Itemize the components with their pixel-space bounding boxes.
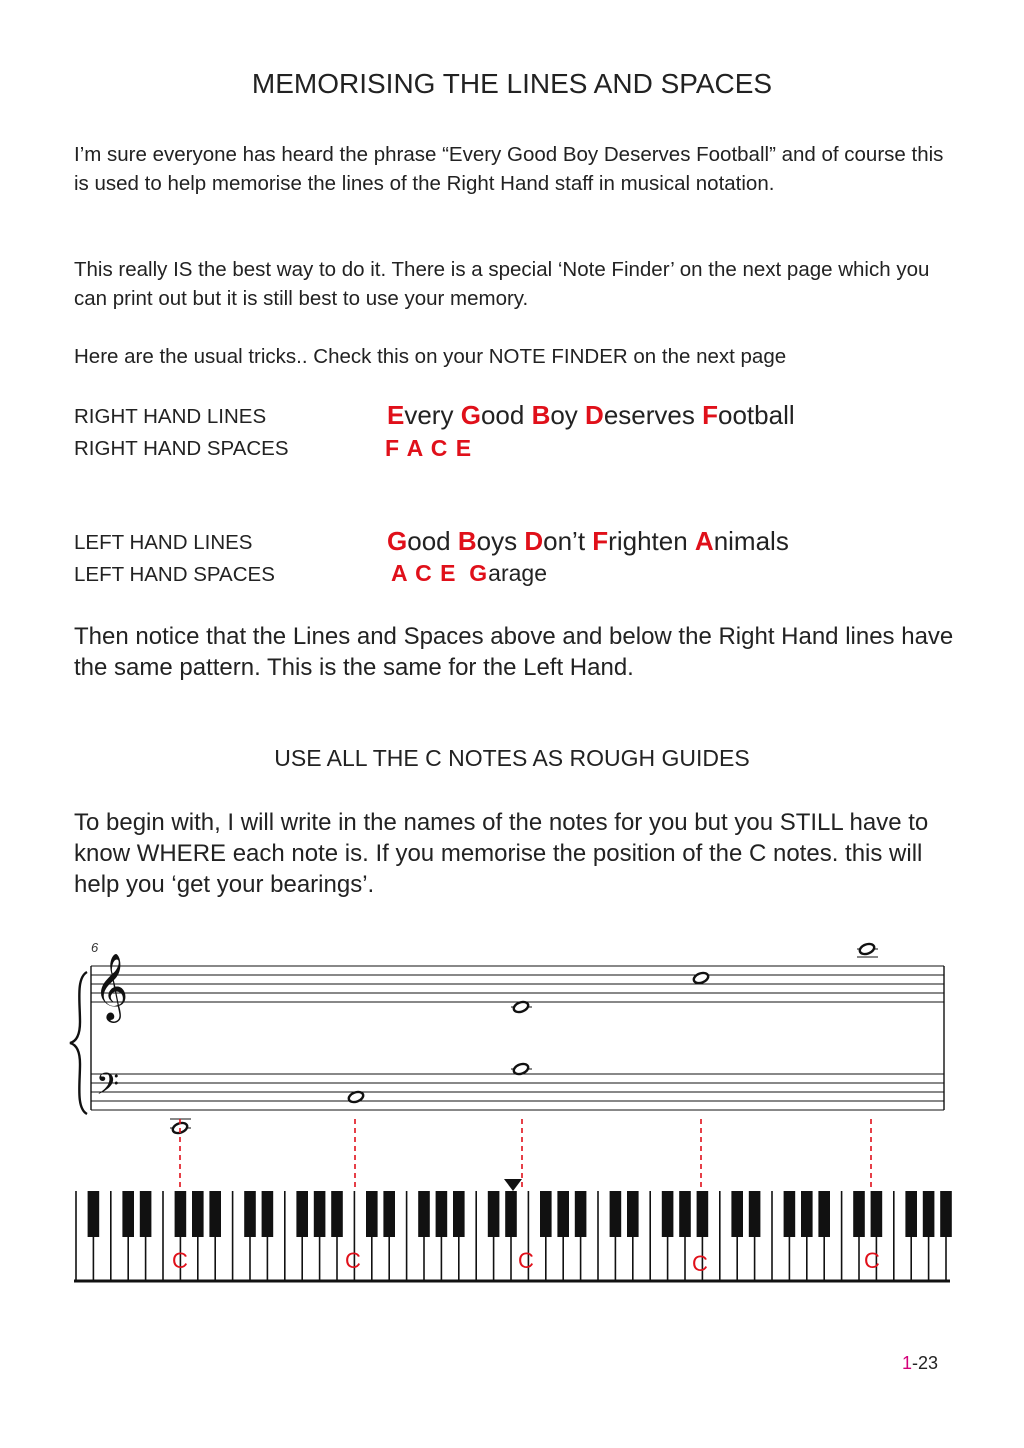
black-key xyxy=(331,1191,343,1237)
pattern-paragraph: Then notice that the Lines and Spaces above and below the Right Hand lines have the same pattern. This is the same for the Left Hand. xyxy=(74,623,954,681)
page-number xyxy=(902,1353,938,1374)
black-key xyxy=(505,1191,517,1237)
tricks-paragraph: Here are the usual tricks.. Check this on your NOTE FINDER on the next page xyxy=(74,345,787,368)
black-key xyxy=(749,1191,761,1237)
c-key-label: C xyxy=(692,1251,708,1276)
rh-word2-initial: G xyxy=(460,400,481,430)
black-key xyxy=(140,1191,152,1237)
black-key xyxy=(940,1191,952,1237)
black-key xyxy=(88,1191,100,1237)
rh-lines-label: RIGHT HAND LINES xyxy=(74,405,267,428)
c-key-label: C xyxy=(518,1248,534,1273)
lh-word3-rest: on’t xyxy=(543,526,586,556)
bass-clef-icon: 𝄢 xyxy=(96,1067,120,1108)
black-key xyxy=(540,1191,552,1237)
black-key xyxy=(296,1191,308,1237)
black-key xyxy=(853,1191,865,1237)
black-key xyxy=(662,1191,674,1237)
lh-lines-label: LEFT HAND LINES xyxy=(74,531,253,554)
black-key xyxy=(923,1191,935,1237)
rh-word1-rest: very xyxy=(404,400,454,430)
rh-word1-initial: E xyxy=(387,400,405,430)
black-key xyxy=(679,1191,691,1237)
lh-spaces-g-initial: G xyxy=(469,560,489,586)
black-key xyxy=(905,1191,917,1237)
rh-word4-initial: D xyxy=(585,400,604,430)
section-subheading: USE ALL THE C NOTES AS ROUGH GUIDES xyxy=(274,745,750,771)
page-title: MEMORISING THE LINES AND SPACES xyxy=(251,68,773,99)
lh-word1-initial: G xyxy=(387,526,408,556)
treble-clef-icon: 𝄞 xyxy=(94,954,129,1019)
c-guide-lines xyxy=(180,1119,871,1187)
black-key xyxy=(418,1191,430,1237)
lh-spaces-label: LEFT HAND SPACES xyxy=(74,563,275,586)
black-key xyxy=(122,1191,134,1237)
c-key-label: C xyxy=(345,1248,361,1273)
rh-word3-initial: B xyxy=(531,400,551,430)
bass-staff xyxy=(91,1074,944,1110)
black-key xyxy=(610,1191,622,1237)
lh-word5-rest: nimals xyxy=(713,526,789,556)
rh-spaces-label: RIGHT HAND SPACES xyxy=(74,437,289,460)
rh-word4-rest: eserves xyxy=(603,400,695,430)
rh-word3-rest: oy xyxy=(550,400,578,430)
treble-staff xyxy=(91,966,944,1002)
rh-spaces-mnemonic: F A C E xyxy=(385,435,473,461)
rh-word2-rest: ood xyxy=(480,400,525,430)
piano-keyboard-diagram xyxy=(60,1115,960,1290)
page-number-part-b: -23 xyxy=(912,1353,939,1373)
black-key xyxy=(175,1191,187,1237)
intro-paragraph: I’m sure everyone has heard the phrase “Every Good Boy Deserves Football” and of course this is used to help memorise the lines of the Right Hand staff in musical notation. xyxy=(74,143,944,195)
lh-word2-initial: B xyxy=(457,526,477,556)
middle-c-pointer-icon xyxy=(504,1179,522,1191)
lh-spaces-mnemonic xyxy=(391,560,547,587)
black-key xyxy=(383,1191,395,1237)
black-keys xyxy=(88,1191,952,1237)
black-key xyxy=(801,1191,813,1237)
page-number-part-a: 1 xyxy=(902,1353,913,1373)
black-key xyxy=(244,1191,256,1237)
note-c-highest xyxy=(857,942,878,957)
black-key xyxy=(697,1191,709,1237)
lh-word2-rest: oys xyxy=(476,526,518,556)
note-finder-paragraph: This really IS the best way to do it. There is a special ‘Note Finder’ on the next page which you can print out but it is still best to use your memory. xyxy=(74,258,930,310)
black-key xyxy=(784,1191,796,1237)
black-key xyxy=(314,1191,326,1237)
lh-lines-mnemonic xyxy=(387,526,789,557)
grand-staff-score xyxy=(60,930,960,1140)
black-key xyxy=(436,1191,448,1237)
c-key-label: C xyxy=(172,1248,188,1273)
black-key xyxy=(627,1191,639,1237)
black-key xyxy=(262,1191,274,1237)
c-key-label: C xyxy=(864,1248,880,1273)
black-key xyxy=(209,1191,221,1237)
c-notes-paragraph: To begin with, I will write in the names of the notes for you but you STILL have to know WHERE each note is. If you memorise the position of the C notes. this will help you ‘get your bearings’. xyxy=(74,809,929,898)
black-key xyxy=(192,1191,204,1237)
lh-word1-rest: ood xyxy=(407,526,451,556)
lh-spaces-g-rest: arage xyxy=(488,560,547,586)
staff-brace xyxy=(70,972,87,1114)
black-key xyxy=(871,1191,883,1237)
black-key xyxy=(575,1191,587,1237)
lh-spaces-ace: A C E xyxy=(391,560,457,586)
black-key xyxy=(731,1191,743,1237)
rh-word5-rest: ootball xyxy=(718,400,795,430)
lh-word4-initial: F xyxy=(592,526,609,556)
lh-word5-initial: A xyxy=(694,526,714,556)
black-key xyxy=(488,1191,500,1237)
black-key xyxy=(366,1191,378,1237)
measure-number: 6 xyxy=(91,940,99,955)
black-key xyxy=(557,1191,569,1237)
black-key xyxy=(453,1191,465,1237)
note-c-treble-space xyxy=(692,971,709,985)
rh-lines-mnemonic xyxy=(387,400,795,431)
c-note-labels xyxy=(172,1248,880,1276)
rh-word5-initial: F xyxy=(702,400,718,430)
lh-word3-initial: D xyxy=(524,526,544,556)
lh-word4-rest: righten xyxy=(608,526,688,556)
black-key xyxy=(818,1191,830,1237)
